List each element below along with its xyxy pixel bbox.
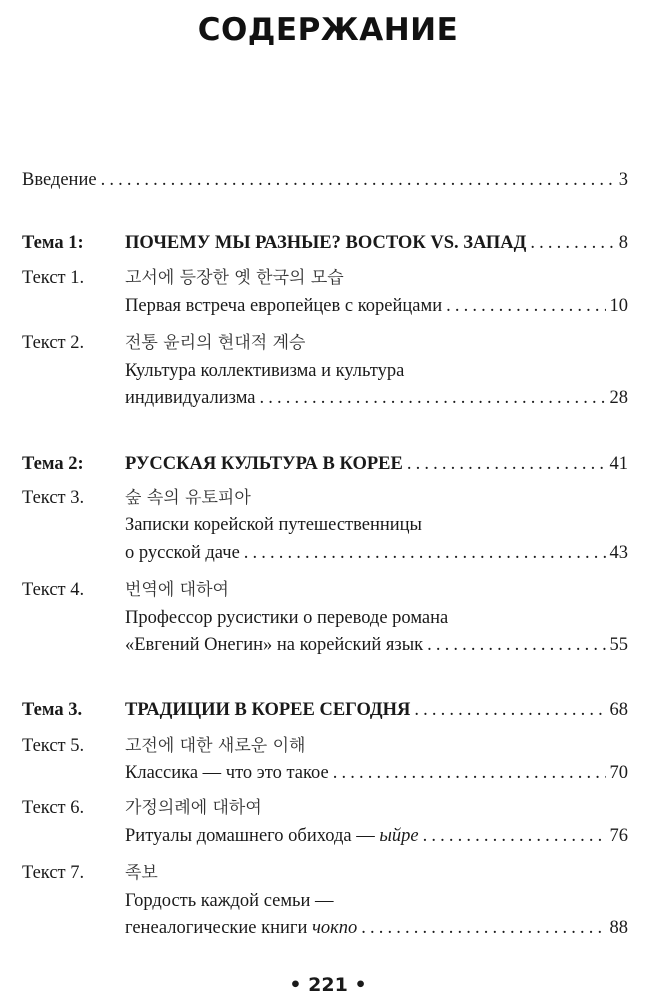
theme-label: Тема 1: bbox=[22, 233, 84, 253]
dot-leader bbox=[407, 452, 606, 476]
korean-title: 고전에 대한 새로운 이해 bbox=[125, 736, 306, 756]
text-label: Текст 1. bbox=[22, 268, 85, 288]
page-number: 3 bbox=[618, 170, 628, 190]
korean-title: 전통 윤리의 현대적 계승 bbox=[125, 333, 306, 353]
page-number: 8 bbox=[618, 233, 628, 253]
entry-title: Введение bbox=[22, 170, 97, 190]
dot-leader bbox=[414, 698, 605, 722]
entry-title: генеалогические книги bbox=[125, 918, 313, 938]
text-label: Текст 3. bbox=[22, 488, 85, 508]
toc-text-2 bbox=[125, 386, 628, 410]
dot-leader bbox=[333, 761, 606, 785]
korean-title: 번역에 대하여 bbox=[125, 580, 229, 600]
toc-text-6 bbox=[125, 824, 628, 848]
theme-title: ПОЧЕМУ МЫ РАЗНЫЕ? ВОСТОК VS. ЗАПАД bbox=[125, 233, 527, 253]
entry-title: Первая встреча европейцев с корейцами bbox=[125, 296, 443, 316]
page-folio: • 221 • bbox=[289, 974, 367, 996]
theme-title: РУССКАЯ КУЛЬТУРА В КОРЕЕ bbox=[125, 454, 403, 474]
text-label: Текст 7. bbox=[22, 863, 85, 883]
text-label: Текст 5. bbox=[22, 736, 85, 756]
entry-title: Культура коллективизма и культура bbox=[125, 361, 405, 381]
page-number: 28 bbox=[609, 388, 628, 408]
page-number: 68 bbox=[609, 700, 628, 720]
entry-title-italic: ыйре bbox=[379, 826, 419, 846]
entry-title: о русской даче bbox=[125, 543, 240, 563]
page-number: 10 bbox=[609, 296, 628, 316]
entry-title: Записки корейской путешественницы bbox=[125, 515, 422, 535]
toc-theme-3 bbox=[125, 698, 628, 722]
dot-leader bbox=[101, 168, 615, 192]
dot-leader bbox=[244, 541, 606, 565]
toc-text-5 bbox=[125, 761, 628, 785]
text-label: Текст 6. bbox=[22, 798, 85, 818]
text-label: Текст 4. bbox=[22, 580, 85, 600]
dot-leader bbox=[361, 916, 605, 940]
toc-text-7 bbox=[125, 916, 628, 940]
dot-leader bbox=[423, 824, 606, 848]
korean-title: 가정의례에 대하여 bbox=[125, 798, 262, 818]
entry-title: Ритуалы домашнего обихода — bbox=[125, 826, 380, 846]
page-number: 88 bbox=[609, 918, 628, 938]
page-number: 55 bbox=[609, 635, 628, 655]
toc-theme-1 bbox=[125, 231, 628, 255]
theme-label: Тема 2: bbox=[22, 454, 84, 474]
dot-leader bbox=[530, 231, 614, 255]
toc-theme-2 bbox=[125, 452, 628, 476]
entry-title-italic: чокпо bbox=[312, 918, 358, 938]
korean-title: 숲 속의 유토피아 bbox=[125, 488, 251, 508]
entry-title: «Евгений Онегин» на корейский язык bbox=[125, 635, 424, 655]
korean-title: 고서에 등장한 옛 한국의 모습 bbox=[125, 268, 344, 288]
dot-leader bbox=[427, 633, 605, 657]
page-number: 43 bbox=[609, 543, 628, 563]
toc-text-1 bbox=[125, 294, 628, 318]
entry-title: индивидуализма bbox=[125, 388, 256, 408]
dot-leader bbox=[260, 386, 606, 410]
theme-label: Тема 3. bbox=[22, 700, 83, 720]
entry-title: Гордость каждой семьи — bbox=[125, 891, 334, 911]
toc-text-3 bbox=[125, 541, 628, 565]
entry-title: Классика — что это такое bbox=[125, 763, 329, 783]
text-label: Текст 2. bbox=[22, 333, 85, 353]
toc-text-4 bbox=[125, 633, 628, 657]
page-title: СОДЕРЖАНИЕ bbox=[197, 12, 459, 48]
page-number: 76 bbox=[609, 826, 628, 846]
page-number: 41 bbox=[609, 454, 628, 474]
korean-title: 족보 bbox=[125, 863, 158, 883]
entry-title: Профессор русистики о переводе романа bbox=[125, 608, 449, 628]
dot-leader bbox=[446, 294, 605, 318]
page-number: 70 bbox=[609, 763, 628, 783]
theme-title: ТРАДИЦИИ В КОРЕЕ СЕГОДНЯ bbox=[125, 700, 411, 720]
toc-entry-intro bbox=[22, 168, 628, 192]
